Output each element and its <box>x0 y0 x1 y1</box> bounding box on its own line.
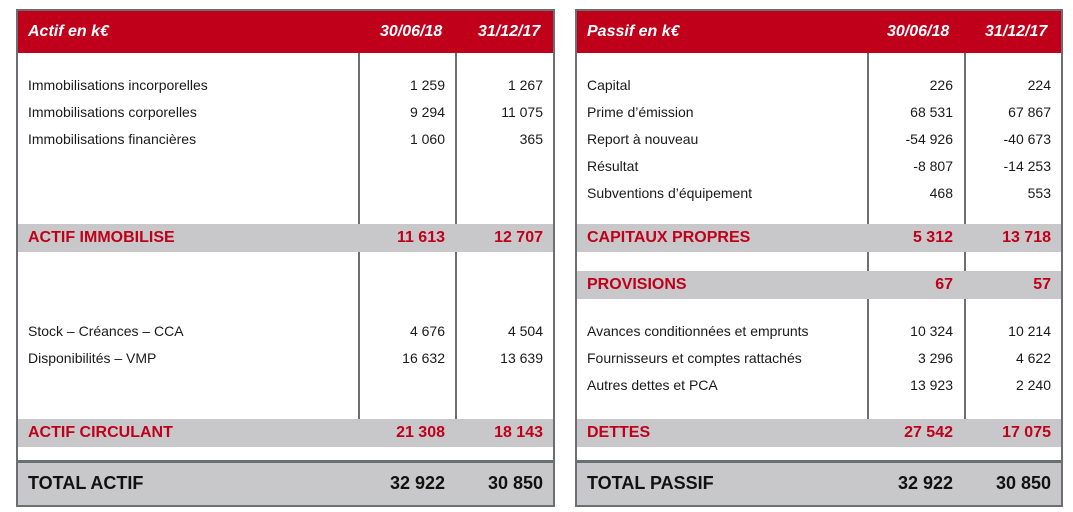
row-label: Disponibilités – VMP <box>28 350 157 366</box>
band-value-1: 5 312 <box>912 229 953 246</box>
row-value-2: -14 253 <box>1003 158 1051 174</box>
row-value-2: 553 <box>1027 185 1051 201</box>
total-value-1: 32 922 <box>897 473 953 493</box>
row-value-2: 4 622 <box>1015 350 1051 366</box>
band-label: CAPITAUX PROPRES <box>587 229 751 246</box>
band-label: DETTES <box>587 424 651 441</box>
band-value-1: 11 613 <box>396 229 445 246</box>
row-value-1: 16 632 <box>402 350 445 366</box>
actif-immobilise-band <box>18 224 553 252</box>
band-label: ACTIF IMMOBILISE <box>28 229 175 246</box>
actif-title: Actif en k€ <box>28 23 109 40</box>
total-label: TOTAL ACTIF <box>28 473 144 493</box>
row-value-2: 11 075 <box>501 104 543 120</box>
band-value-2: 13 718 <box>1002 229 1051 246</box>
row-value-2: -40 673 <box>1003 131 1051 147</box>
row-value-2: 10 214 <box>1008 323 1051 339</box>
row-value-2: 67 867 <box>1008 104 1051 120</box>
row-value-1: 1 259 <box>409 77 445 93</box>
passif-col1-header: 30/06/18 <box>887 23 950 40</box>
passif-header <box>577 11 1061 53</box>
row-label: Résultat <box>587 158 639 174</box>
total-actif-row <box>18 460 553 505</box>
row-value-2: 1 267 <box>507 77 543 93</box>
row-value-1: 9 294 <box>409 104 445 120</box>
row-value-1: -8 807 <box>913 158 953 174</box>
row-label: Fournisseurs et comptes rattachés <box>587 350 802 366</box>
row-label: Subventions d’équipement <box>587 185 753 201</box>
row-value-1: 1 060 <box>409 131 445 147</box>
total-passif-row <box>577 460 1061 505</box>
row-value-1: -54 926 <box>905 131 953 147</box>
row-value-1: 226 <box>929 77 953 93</box>
dettes-band <box>577 419 1061 447</box>
band-label: ACTIF CIRCULANT <box>28 424 173 441</box>
actif-circulant-band <box>18 419 553 447</box>
row-value-2: 365 <box>519 131 543 147</box>
row-label: Immobilisations financières <box>28 131 197 147</box>
band-value-2: 12 707 <box>494 229 543 246</box>
row-label: Stock – Créances – CCA <box>28 323 184 339</box>
band-value-2: 18 143 <box>494 424 543 441</box>
passif-table <box>575 9 1063 507</box>
passif-col2-header: 31/12/17 <box>985 23 1048 40</box>
row-value-1: 68 531 <box>910 104 953 120</box>
row-label: Prime d’émission <box>587 104 694 120</box>
row-label: Capital <box>587 77 631 93</box>
passif-title: Passif en k€ <box>587 23 680 40</box>
actif-header <box>18 11 553 53</box>
row-value-2: 4 504 <box>507 323 543 339</box>
row-label: Avances conditionnées et emprunts <box>587 323 809 339</box>
actif-table <box>16 9 555 507</box>
band-value-2: 17 075 <box>1002 424 1051 441</box>
provisions-band <box>577 271 1061 299</box>
row-value-2: 224 <box>1027 77 1051 93</box>
band-value-1: 67 <box>935 276 953 293</box>
row-value-1: 10 324 <box>910 323 953 339</box>
row-label: Report à nouveau <box>587 131 699 147</box>
band-label: PROVISIONS <box>587 276 687 293</box>
total-value-1: 32 922 <box>389 473 445 493</box>
row-label: Autres dettes et PCA <box>587 377 718 393</box>
total-value-2: 30 850 <box>995 473 1051 493</box>
total-value-2: 30 850 <box>487 473 543 493</box>
actif-col1-header: 30/06/18 <box>380 23 443 40</box>
row-value-1: 4 676 <box>409 323 445 339</box>
band-value-1: 27 542 <box>904 424 953 441</box>
row-label: Immobilisations corporelles <box>28 104 197 120</box>
row-value-1: 13 923 <box>910 377 953 393</box>
band-value-2: 57 <box>1033 276 1051 293</box>
actif-col2-header: 31/12/17 <box>478 23 541 40</box>
row-value-1: 3 296 <box>917 350 953 366</box>
row-value-2: 2 240 <box>1015 377 1051 393</box>
row-value-2: 13 639 <box>500 350 543 366</box>
row-label: Immobilisations incorporelles <box>28 77 208 93</box>
total-label: TOTAL PASSIF <box>587 473 714 493</box>
band-value-1: 21 308 <box>396 424 445 441</box>
capitaux-propres-band <box>577 224 1061 252</box>
row-value-1: 468 <box>929 185 953 201</box>
